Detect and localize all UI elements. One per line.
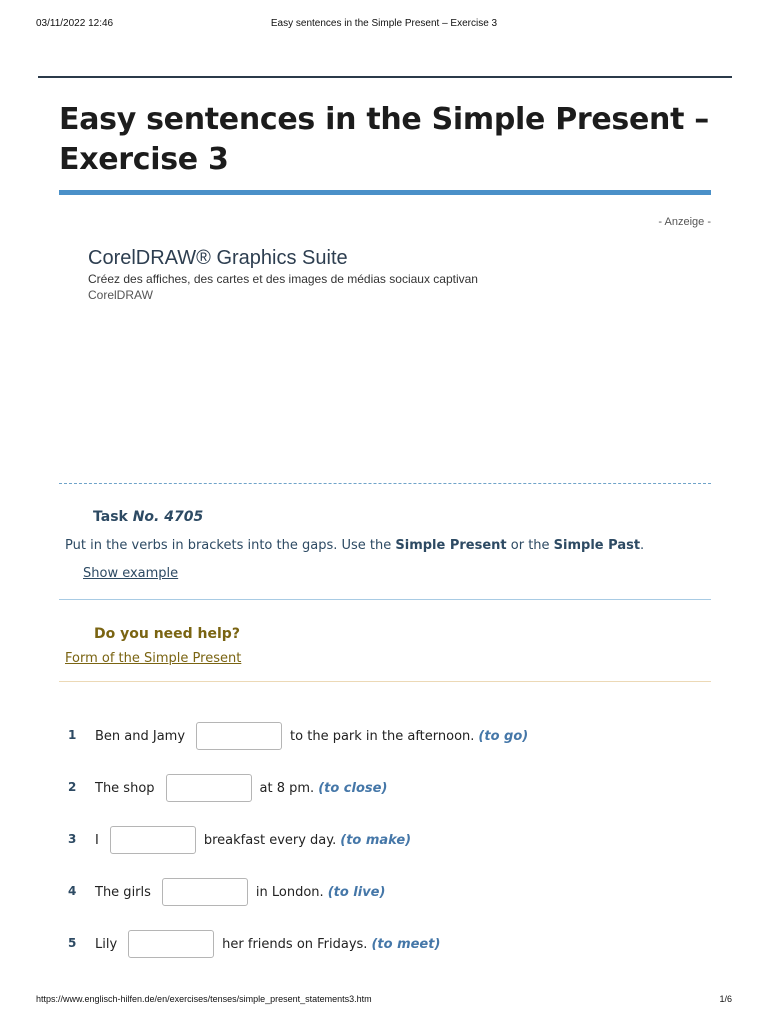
answer-input-2[interactable] (166, 774, 252, 802)
print-header (36, 18, 732, 32)
instruction-bold-simple-present: Simple Present (395, 538, 507, 553)
instruction-text-1: Put in the verbs in brackets into the gaps. Use the (65, 538, 396, 553)
instruction-text-3: . (640, 538, 645, 553)
print-footer (36, 994, 732, 1008)
page-title: Easy sentences in the Simple Present – Exercise 3 (59, 102, 709, 177)
task-heading (93, 509, 203, 525)
ad-brand[interactable]: CorelDRAW (88, 288, 153, 302)
task-label: Task (93, 509, 128, 525)
exercise-text-before: The girls (95, 884, 151, 900)
exercise-text-after: at 8 pm. (259, 780, 315, 796)
task-instruction (65, 538, 644, 553)
exercise-number: 3 (68, 832, 77, 846)
print-page-number: 1/6 (719, 994, 732, 1004)
print-page-title: Easy sentences in the Simple Present – Exercise 3 (270, 18, 498, 29)
print-datetime: 03/11/2022 12:46 (36, 18, 114, 29)
answer-input-4[interactable] (162, 878, 248, 906)
exercise-text-after: her friends on Fridays. (222, 936, 368, 952)
exercise-item-1 (0, 719, 768, 753)
exercise-item-4 (0, 875, 768, 909)
exercise-text-before: The shop (95, 780, 155, 796)
verb-hint: (to make) (340, 832, 412, 848)
task-divider (59, 599, 711, 600)
exercise-text-after: in London. (255, 884, 324, 900)
help-form-link[interactable]: Form of the Simple Present (65, 651, 242, 666)
exercise-number: 1 (68, 728, 77, 742)
exercise-number: 2 (68, 780, 77, 794)
show-example-link[interactable]: Show example (83, 566, 179, 581)
exercise-text-before: Ben and Jamy (95, 728, 186, 744)
ad-title[interactable]: CorelDRAW® Graphics Suite (88, 247, 348, 269)
verb-hint: (to live) (327, 884, 386, 900)
exercise-item-5 (0, 927, 768, 961)
verb-hint: (to meet) (371, 936, 441, 952)
instruction-bold-simple-past: Simple Past (553, 538, 641, 553)
ad-description[interactable]: Créez des affiches, des cartes et des images de médias sociaux captivan (88, 272, 478, 286)
exercise-item-2 (0, 771, 768, 805)
ad-divider (59, 483, 711, 484)
exercise-text-before: Lily (95, 936, 118, 952)
help-heading: Do you need help? (94, 626, 240, 642)
top-divider (38, 76, 732, 78)
ad-label: - Anzeige - (658, 216, 711, 228)
instruction-text-2: or the (506, 538, 554, 553)
exercise-text-after: to the park in the afternoon. (290, 728, 475, 744)
answer-input-1[interactable] (196, 722, 282, 750)
verb-hint: (to close) (318, 780, 388, 796)
exercise-number: 5 (68, 936, 77, 950)
title-underline (59, 190, 711, 195)
exercise-number: 4 (68, 884, 77, 898)
answer-input-3[interactable] (110, 826, 196, 854)
verb-hint: (to go) (478, 728, 529, 744)
help-divider (59, 681, 711, 682)
exercise-text-before: I (95, 832, 99, 848)
exercise-item-3 (0, 823, 768, 857)
answer-input-5[interactable] (128, 930, 214, 958)
print-url: https://www.englisch-hilfen.de/en/exercises/tenses/simple_present_statements3.htm (36, 994, 372, 1004)
exercise-text-after: breakfast every day. (203, 832, 337, 848)
task-number: No. 4705 (132, 509, 204, 525)
